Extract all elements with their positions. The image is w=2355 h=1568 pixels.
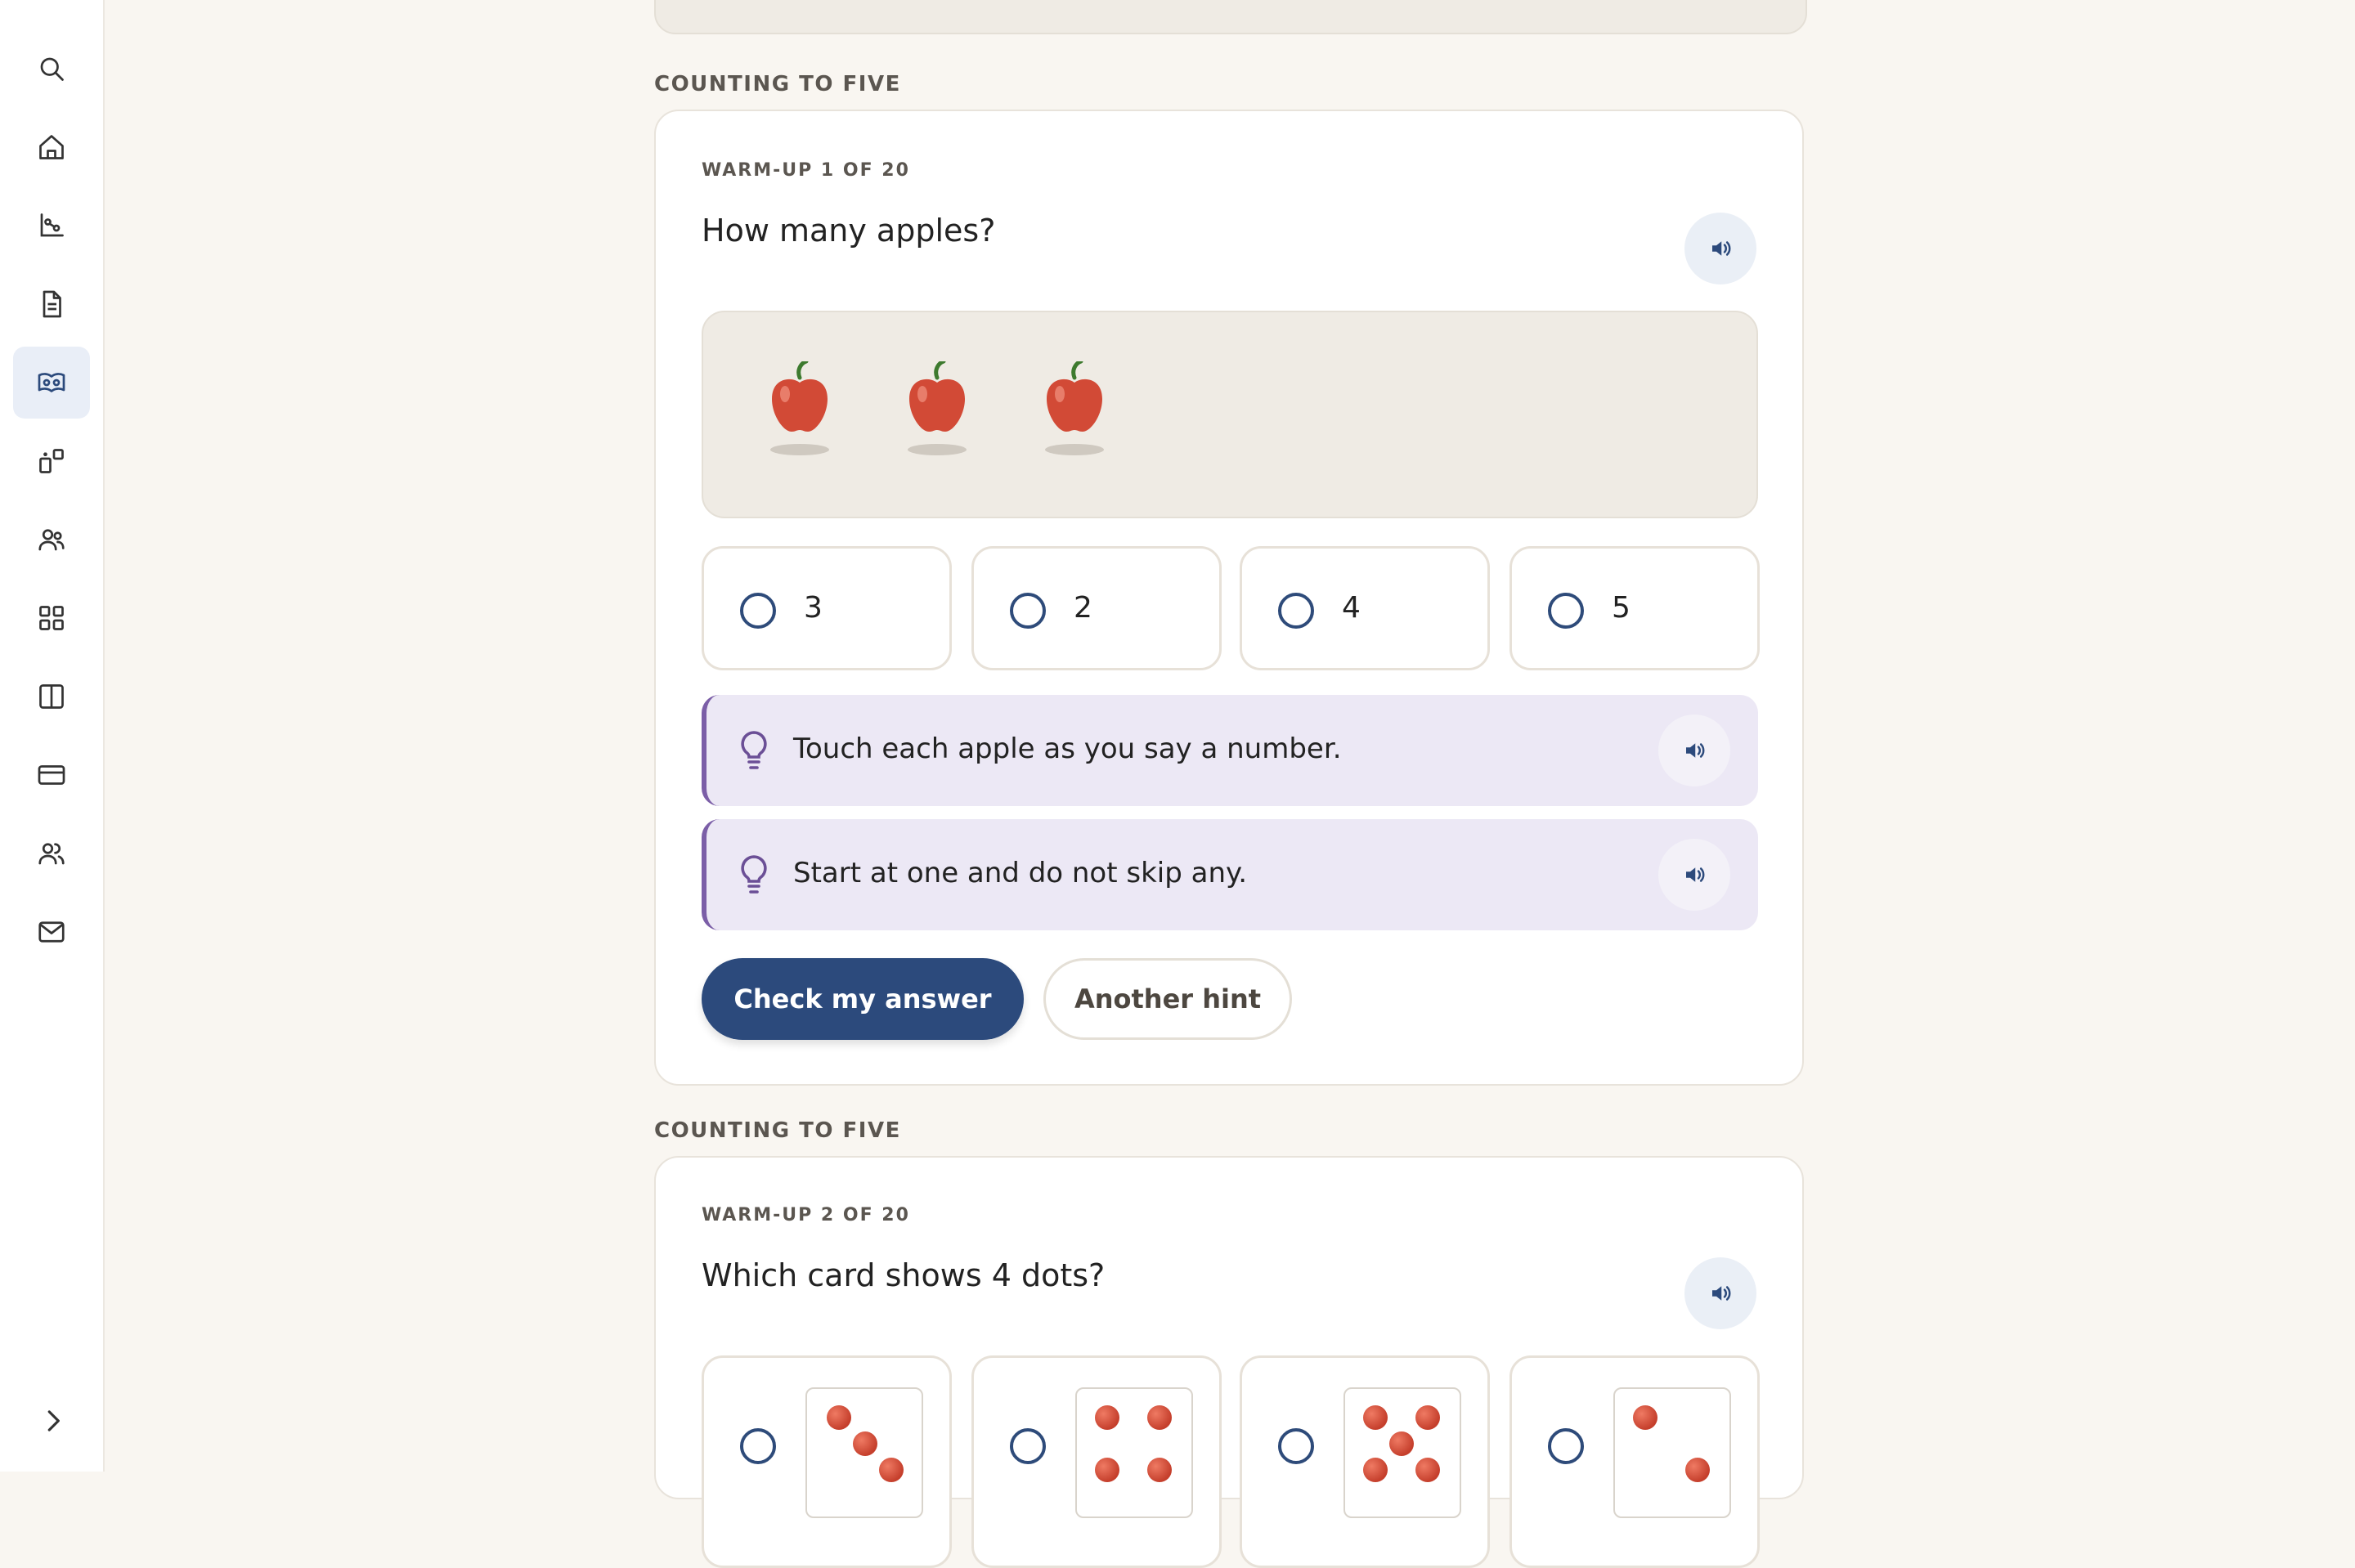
nav-search[interactable]: [13, 33, 90, 105]
nav-progress[interactable]: [13, 190, 90, 262]
nav-activities[interactable]: [13, 425, 90, 497]
question-prompt: Which card shows 4 dots?: [702, 1257, 1106, 1293]
question-counter: WARM-UP 1 OF 20: [702, 160, 910, 181]
radio-button[interactable]: [1278, 1428, 1314, 1464]
book-open-icon: [37, 368, 66, 397]
radio-button[interactable]: [1548, 1428, 1584, 1464]
nav-lessons[interactable]: [13, 347, 90, 419]
answer-option[interactable]: [702, 546, 952, 670]
dot: [1095, 1405, 1119, 1430]
document-icon: [37, 289, 66, 319]
lightbulb-icon: [738, 729, 770, 772]
dot-card: [805, 1387, 923, 1518]
dot: [1389, 1431, 1414, 1456]
radio-button[interactable]: [1010, 1428, 1046, 1464]
radio-button[interactable]: [1278, 593, 1314, 629]
read-aloud-button[interactable]: [1684, 213, 1756, 284]
dot-card: [1613, 1387, 1731, 1518]
read-hint-button[interactable]: [1658, 839, 1730, 911]
apple-icon: [767, 361, 832, 456]
chart-icon: [37, 211, 66, 240]
speaker-icon: [1682, 738, 1707, 763]
shapes-icon: [37, 446, 66, 476]
hint-text: Touch each apple as you say a number.: [793, 732, 1342, 765]
dot: [1685, 1458, 1710, 1482]
question-prompt: How many apples?: [702, 213, 996, 249]
question-card: [654, 110, 1804, 1086]
users-icon: [37, 525, 66, 554]
mail-icon: [37, 917, 66, 947]
answer-label: 3: [804, 591, 823, 625]
hint-text: Start at one and do not skip any.: [793, 857, 1248, 889]
dot-card: [1343, 1387, 1461, 1518]
dot-card-option[interactable]: [1509, 1355, 1760, 1568]
dot-card-option[interactable]: [702, 1355, 952, 1568]
radio-button[interactable]: [1548, 593, 1584, 629]
hint-box: [702, 695, 1758, 806]
apple-icon: [1042, 361, 1107, 456]
answer-label: 4: [1342, 591, 1361, 625]
answer-option[interactable]: [1240, 546, 1490, 670]
read-hint-button[interactable]: [1658, 715, 1730, 786]
home-icon: [37, 132, 66, 162]
apple-scene: [702, 311, 1758, 518]
dot-card-option[interactable]: [1240, 1355, 1490, 1568]
search-icon: [37, 54, 66, 83]
nav-messages[interactable]: [13, 896, 90, 968]
dot: [1415, 1458, 1440, 1482]
answer-label: 5: [1612, 591, 1631, 625]
question-card: [654, 1156, 1804, 1499]
nav-billing[interactable]: [13, 739, 90, 811]
apple-icon: [904, 361, 970, 456]
check-answer-button[interactable]: Check my answer: [702, 958, 1024, 1040]
columns-icon: [37, 682, 66, 711]
nav-apps[interactable]: [13, 582, 90, 654]
radio-button[interactable]: [740, 1428, 776, 1464]
nav-documents[interactable]: [13, 268, 90, 340]
lightbulb-icon: [738, 853, 770, 896]
another-hint-button[interactable]: Another hint: [1043, 958, 1292, 1040]
chevron-right-icon[interactable]: [38, 1403, 69, 1439]
card-icon: [37, 760, 66, 790]
nav-home[interactable]: [13, 111, 90, 183]
speaker-icon: [1682, 862, 1707, 887]
dot: [879, 1458, 904, 1482]
dot: [1147, 1405, 1172, 1430]
answer-option[interactable]: [1509, 546, 1760, 670]
previous-card: [654, 0, 1807, 34]
speaker-icon: [1708, 1281, 1733, 1306]
dot-card-option[interactable]: [971, 1355, 1222, 1568]
section-title: COUNTING TO FIVE: [654, 72, 901, 96]
grid-icon: [37, 603, 66, 633]
question-counter: WARM-UP 2 OF 20: [702, 1205, 910, 1225]
user-group-icon: [37, 839, 66, 868]
radio-button[interactable]: [740, 593, 776, 629]
section-title: COUNTING TO FIVE: [654, 1118, 901, 1143]
dot-card: [1075, 1387, 1193, 1518]
nav-family[interactable]: [13, 818, 90, 889]
dot: [853, 1431, 877, 1456]
sidebar: [0, 0, 105, 1472]
dot: [827, 1405, 851, 1430]
dot: [1363, 1458, 1388, 1482]
dot: [1415, 1405, 1440, 1430]
dot: [1147, 1458, 1172, 1482]
nav-library[interactable]: [13, 661, 90, 732]
nav-students[interactable]: [13, 504, 90, 576]
dot: [1633, 1405, 1657, 1430]
answer-label: 2: [1074, 591, 1092, 625]
radio-button[interactable]: [1010, 593, 1046, 629]
dot: [1363, 1405, 1388, 1430]
read-aloud-button[interactable]: [1684, 1257, 1756, 1329]
hint-box: [702, 819, 1758, 930]
dot: [1095, 1458, 1119, 1482]
speaker-icon: [1708, 236, 1733, 261]
answer-option[interactable]: [971, 546, 1222, 670]
